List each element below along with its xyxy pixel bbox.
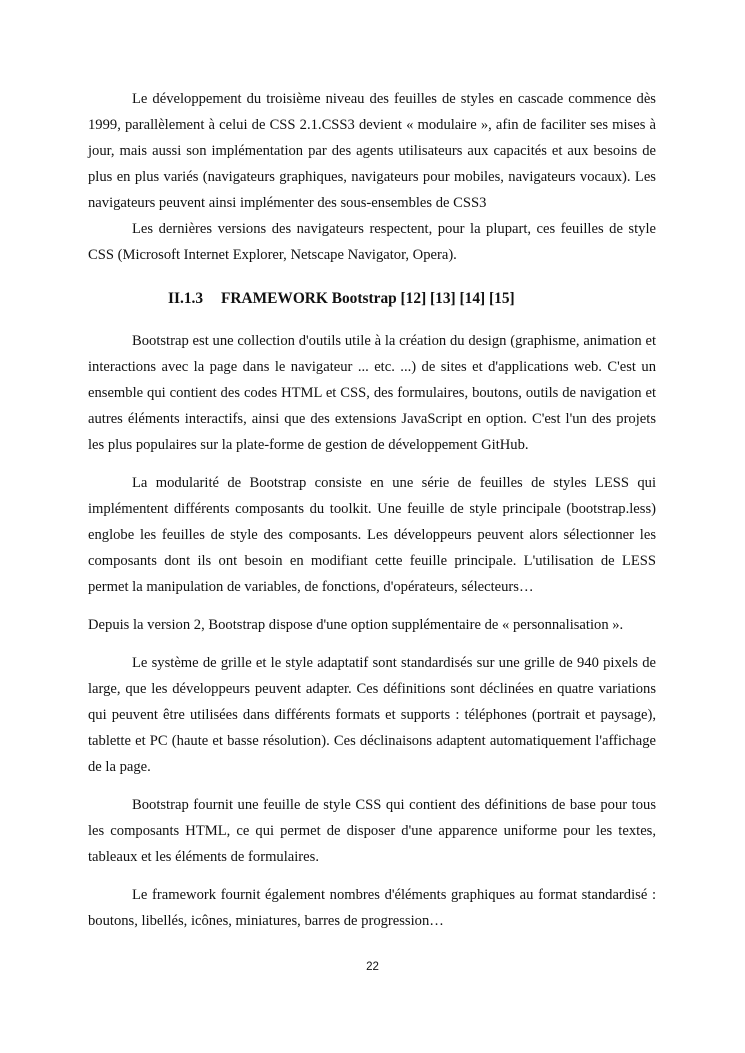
- page-number: 22: [366, 961, 379, 973]
- paragraph-graphic-elements: Le framework fournit également nombres d'éléments graphiques au format standardisé : boutons, libellés, icônes, miniatures, barres de progression…: [88, 887, 656, 929]
- paragraph-css3-development: Le développement du troisième niveau des feuilles de styles en cascade commence dès 1999, parallèlement à celui de CSS 2.1.CSS3 devient « modulaire », afin de faciliter ses mises à jour, mais aussi son implémentation par des agents utilisateurs aux capacités et aux besoins de plus en plus variés (navigateurs graphiques, navigateurs pour mobiles, navigateurs vocaux). Les navigateurs peuvent ainsi implémenter des sous-ensembles de CSS3: [88, 91, 656, 211]
- paragraph-browser-support: Les dernières versions des navigateurs respectent, pour la plupart, ces feuilles de style CSS (Microsoft Internet Explorer, Netscape Navigator, Opera).: [88, 221, 656, 263]
- paragraph-base-stylesheet: Bootstrap fournit une feuille de style CSS qui contient des définitions de base pour tous les composants HTML, ce qui permet de disposer d'une apparence uniforme pour les textes, tableaux et les éléments de formulaires.: [88, 797, 656, 865]
- section-heading: [88, 286, 656, 312]
- section-title: FRAMEWORK Bootstrap [12] [13] [14] [15]: [221, 290, 515, 307]
- paragraph-bootstrap-version2: Depuis la version 2, Bootstrap dispose d'une option supplémentaire de « personnalisation ».: [88, 617, 624, 633]
- paragraph-bootstrap-definition: Bootstrap est une collection d'outils utile à la création du design (graphisme, animation et interactions avec la page dans le navigateur ... etc. ...) de sites et d'applications web. C'est un ensemble qui contient des codes HTML et CSS, des formulaires, boutons, outils de navigation et autres éléments interactifs, ainsi que des extensions JavaScript en option. C'est l'un des projets les plus populaires sur la plate-forme de gestion de développement GitHub.: [88, 333, 656, 453]
- paragraph-grid-system: Le système de grille et le style adaptatif sont standardisés sur une grille de 940 pixels de large, que les développeurs peuvent adapter. Ces définitions sont déclinées en quatre variations qui peuvent être utilisées dans différents formats et supports : téléphones (portrait et paysage), tablette et PC (haute et basse résolution). Ces déclinaisons adaptent automatiquement l'affichage de la page.: [88, 655, 656, 775]
- document-page: [88, 86, 656, 934]
- paragraph-bootstrap-modularity: La modularité de Bootstrap consiste en une série de feuilles de styles LESS qui implémentent différents composants du toolkit. Une feuille de style principale (bootstrap.less) englobe les feuilles de style des composants. Les développeurs peuvent alors sélectionner les composants dont ils ont besoin en modifiant cette feuille principale. L'utilisation de LESS permet la manipulation de variables, de fonctions, d'opérateurs, sélecteurs…: [88, 475, 656, 595]
- section-number: II.1.3: [168, 290, 204, 307]
